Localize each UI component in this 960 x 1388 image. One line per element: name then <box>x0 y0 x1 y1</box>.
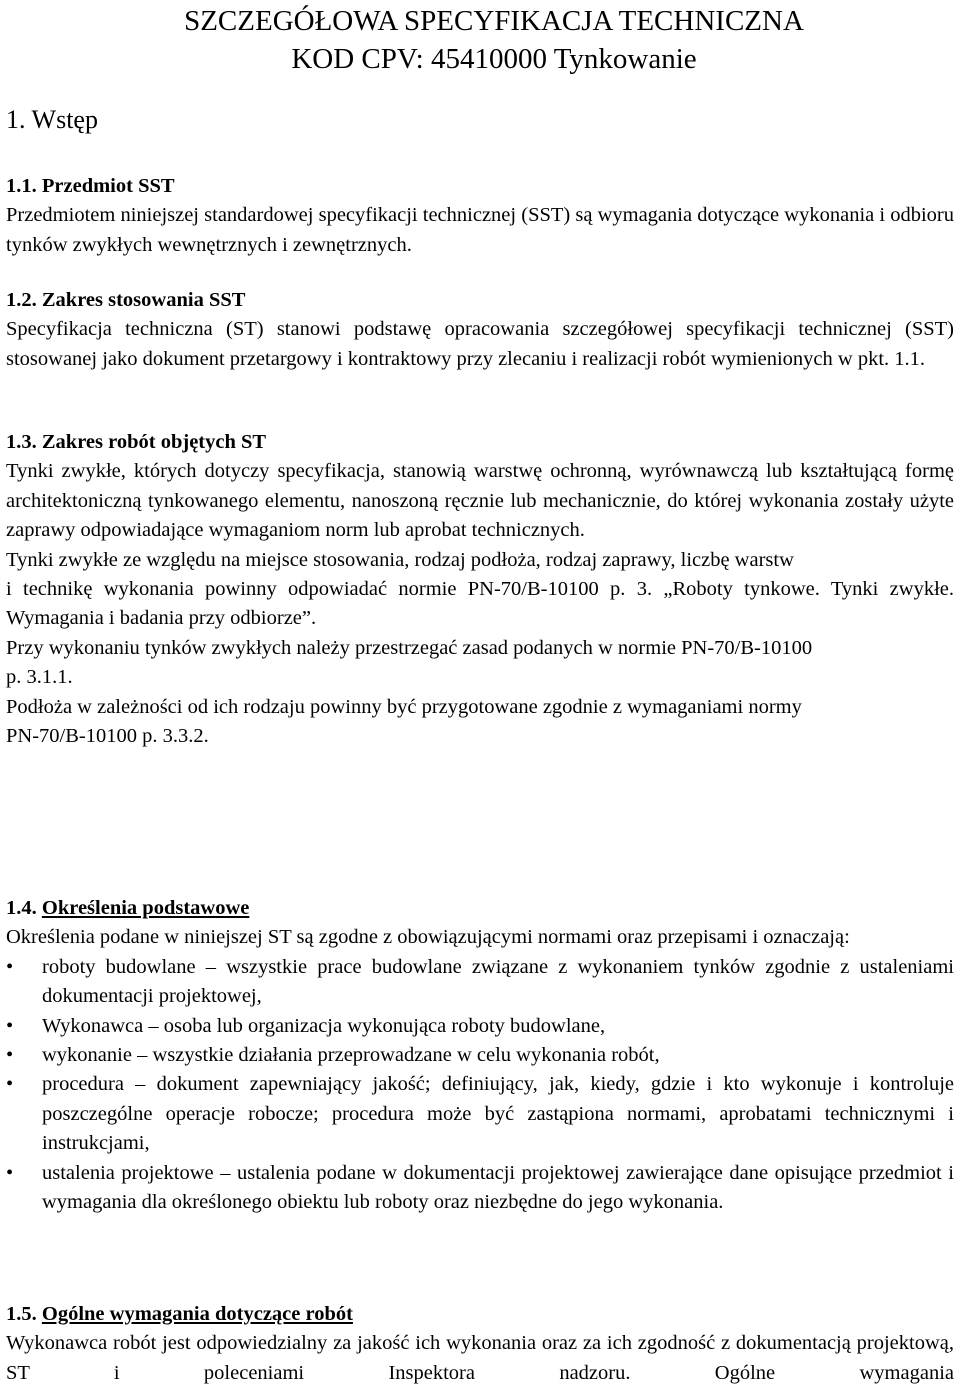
section-1-3-paragraph: Przy wykonaniu tynków zwykłych należy przestrzegać zasad podanych w normie PN-70/B-10100 <box>6 636 813 659</box>
section-1-5-body: Wykonawca robót jest odpowiedzialny za jakość ich wykonania oraz za ich zgodność z dokumentacją projektową, ST i poleceniami Inspektora nadzoru. Ogólne wymagania <box>6 1332 954 1384</box>
list-item <box>6 953 954 1012</box>
bullet-icon: • <box>6 1014 14 1037</box>
section-number: 1.4. <box>6 897 42 919</box>
bullet-icon: • <box>6 1044 14 1067</box>
section-title: Ogólne wymagania dotyczące robót <box>41 1303 353 1325</box>
section-1-3-paragraph: Tynki zwykłe, których dotyczy specyfikacja, stanowią warstwę ochronną, wyrównawczą lub kształtującą formę architektoniczną tynkowanego elementu, nanoszoną ręcznie lub mechanicznie, do której wykonania zostały użyte zaprawy odpowiadające wymaganiom norm lub aprobat technicznych. <box>6 460 954 542</box>
section-title: Określenia podstawowe <box>41 897 250 919</box>
section-1-4-heading <box>6 894 954 923</box>
list-item-text: wykonanie – wszystkie działania przeprowadzane w celu wykonania robót, <box>42 1044 660 1067</box>
section-number: 1.5. <box>6 1303 42 1325</box>
section-1-4 <box>6 894 954 1217</box>
section-1-5-heading <box>6 1300 954 1329</box>
section-1-1 <box>6 172 954 260</box>
section-1-4-intro: Określenia podane w niniejszej ST są zgodne z obowiązującymi normami oraz przepisami i oznaczają: <box>6 926 850 949</box>
section-1-2-heading: 1.2. Zakres stosowania SST <box>6 289 246 311</box>
bullet-icon: • <box>6 1161 14 1184</box>
bullet-icon: • <box>6 1073 14 1096</box>
list-item <box>6 1070 954 1158</box>
document-title: SZCZEGÓŁOWA SPECYFIKACJA TECHNICZNA <box>184 5 804 37</box>
section-1-3-paragraph: i technikę wykonania powinny odpowiadać normie PN-70/B-10100 p. 3. „Roboty tynkowe. Tynki zwykłe. Wymagania i badania przy odbiorze”. <box>6 578 954 630</box>
section-1-heading: 1. Wstęp <box>6 105 98 134</box>
list-item-text: ustalenia projektowe – ustalenia podane w dokumentacji projektowej zawierające dane opisujące przedmiot i wymagania dla określonego obiektu lub roboty oraz niezbędne do jego wykonania. <box>42 1161 954 1214</box>
list-item-text: roboty budowlane – wszystkie prace budowlane związane z wykonaniem tynków zgodnie z ustaleniami dokumentacji projektowej, <box>42 955 954 1008</box>
list-item <box>6 1041 954 1070</box>
section-1-2-body: Specyfikacja techniczna (ST) stanowi podstawę opracowania szczegółowej specyfikacji technicznej (SST) stosowanej jako dokument przetargowy i kontraktowy przy zlecaniu i realizacji robót wymienionych w pkt. 1.1. <box>6 318 954 370</box>
section-1-1-body: Przedmiotem niniejszej standardowej specyfikacji technicznej (SST) są wymagania dotyczące wykonania i odbioru tynków zwykłych wewnętrznych i zewnętrznych. <box>6 204 954 256</box>
section-1-3-paragraph: p. 3.1.1. <box>6 666 73 689</box>
list-item-text: Wykonawca – osoba lub organizacja wykonująca roboty budowlane, <box>42 1014 606 1037</box>
section-1-3 <box>6 428 954 751</box>
cpv-code-title: KOD CPV: 45410000 Tynkowanie <box>291 43 697 75</box>
bullet-icon: • <box>6 955 14 978</box>
section-1-3-heading: 1.3. Zakres robót objętych ST <box>6 431 267 453</box>
list-item-text: procedura – dokument zapewniający jakość; definiujący, jak, kiedy, gdzie i kto wykonuje i kontroluje poszczególne operacje robocze; procedura może być zastąpiona normami, aprobatami technicznymi i instrukcjami, <box>42 1073 954 1155</box>
section-1-3-paragraph: Tynki zwykłe ze względu na miejsce stosowania, rodzaj podłoża, rodzaj zaprawy, liczbę warstw <box>6 548 794 571</box>
list-item <box>6 1012 954 1041</box>
section-1-3-paragraph: Podłoża w zależności od ich rodzaju powinny być przygotowane zgodnie z wymaganiami normy <box>6 695 802 718</box>
section-1-5 <box>6 1300 954 1388</box>
section-1-3-paragraph: PN-70/B-10100 p. 3.3.2. <box>6 725 209 748</box>
section-1-2 <box>6 286 954 374</box>
list-item <box>6 1159 954 1218</box>
section-1-1-heading: 1.1. Przedmiot SST <box>6 175 175 197</box>
